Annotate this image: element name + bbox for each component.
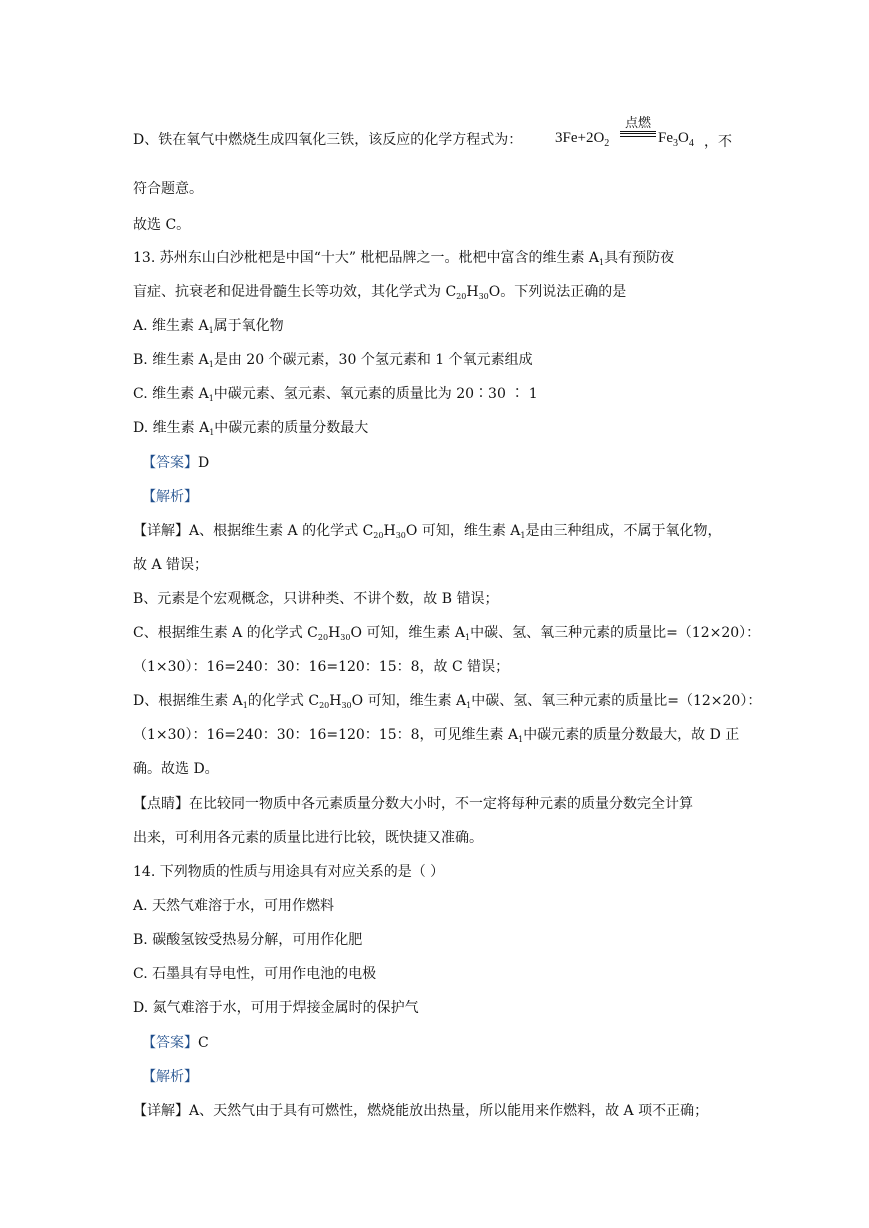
text: H [328,625,341,641]
text: O 可知，维生素 A [405,523,521,539]
text: A、根据维生素 A 的化学式 C [189,523,374,539]
subscript: 20 [373,531,384,540]
subscript: 30 [395,531,406,540]
text: O [678,130,689,146]
text: 3Fe+2O [555,130,605,146]
text-line: （1×30）：16=240：30：16=120：15：8，故 C 错误； [133,659,510,675]
tip-label: 【点睛】 [133,796,189,812]
subscript: 20 [456,292,467,301]
answer-line [142,1034,209,1052]
subscript: 1 [599,258,605,267]
text: D、根据维生素 A [133,693,243,709]
subscript: 1 [520,531,526,540]
answer-label: 【答案】 [142,1035,198,1051]
analysis-line [142,488,198,506]
question-13-line1 [133,249,674,267]
text: 是由 20 个碳元素，30 个氢元素和 1 个氧元素组成 [213,352,533,368]
text: 中碳、氢、氧三种元素的质量比=（12×20）： [470,625,761,641]
detail-line1 [133,522,721,540]
chemical-equation-left [555,130,609,147]
text-line: 故选 C。 [133,217,191,233]
chemical-equation-right [658,130,694,147]
text: B. 维生素 A [133,352,209,368]
analysis-line [142,1068,198,1086]
text: A. 维生素 A [133,318,209,334]
analysis-label: 【解析】 [142,489,198,505]
option-a [133,317,284,335]
text: D、铁在氧气中燃烧生成四氧化三铁，该反应的化学方程式为： [133,132,523,148]
text: O。下列说法正确的是 [488,284,627,300]
question-13-line2 [133,283,626,301]
subscript: 4 [688,138,694,149]
text: 盲症、抗衰老和促进骨髓生长等功效，其化学式为 C [133,284,457,300]
text-line: 符合题意。 [133,181,203,197]
text: 在比较同一物质中各元素质量分数大小时，不一定将每种元素的质量分数完全计算 [189,796,693,812]
option-d [133,419,368,437]
detail-line-c [133,624,760,642]
option-a: A. 天然气难溶于水，可用作燃料 [133,898,335,914]
detail-line-d [133,692,761,710]
text: （1×30）：16=240：30：16=120：15：8，可见维生素 A [133,727,519,743]
text: 中碳、氢、氧三种元素的质量比=（12×20）： [471,693,762,709]
subscript: 1 [209,428,215,437]
subscript: 1 [466,701,472,710]
text: C. 维生素 A [133,386,209,402]
text: 中碳元素的质量分数最大 [214,420,369,436]
detail-label: 【详解】 [133,523,189,539]
subscript: 1 [208,326,214,335]
subscript: 2 [604,138,610,149]
subscript: 30 [340,633,351,642]
subscript: 20 [319,701,330,710]
equation-condition: 点燃 [624,116,651,131]
subscript: 1 [242,701,248,710]
text: H [383,523,396,539]
text-line [133,131,522,149]
text: 的化学式 C [247,693,320,709]
text: 中碳元素的质量分数最大，故 D 正 [523,727,740,743]
detail-line [133,1102,708,1120]
answer-value: D [198,455,210,471]
analysis-label: 【解析】 [142,1069,198,1085]
answer-value: C [198,1035,209,1051]
text-line: B、元素是个宏观概念，只讲种类、不讲个数，故 B 错误； [133,591,499,607]
equation-double-line-icon [620,131,656,137]
subscript: 30 [341,701,352,710]
text: O 可知，维生素 A [350,625,465,641]
text: Fe [658,130,673,146]
text: 中碳元素、氢元素、氧元素的质量比为 20∶30 ∶ 1 [213,386,538,402]
text: H [466,284,479,300]
text-line: 出来，可利用各元素的质量比进行比较，既快捷又准确。 [133,830,483,846]
option-d: D. 氮气难溶于水，可用于焊接金属时的保护气 [133,1000,419,1016]
detail-label: 【详解】 [133,1103,189,1119]
text: 具有预防夜 [604,250,675,266]
text: 13. 苏州东山白沙枇杷是中国“十大” 枇杷品牌之一。枇杷中富含的维生素 A [133,250,600,266]
text: O 可知，维生素 A [351,693,467,709]
text: C、根据维生素 A 的化学式 C [133,625,318,641]
answer-line [142,454,209,472]
option-b: B. 碳酸氢铵受热易分解，可用作化肥 [133,932,363,948]
subscript: 20 [317,633,329,642]
subscript: 1 [464,633,471,642]
answer-label: 【答案】 [142,455,198,471]
subscript: 1 [208,394,214,403]
text: 是由三种组成，不属于氧化物， [525,523,722,539]
text: H [329,693,342,709]
subscript: 30 [478,292,489,301]
option-c [133,385,538,403]
detail-line-d2 [133,726,739,744]
subscript: 1 [518,735,524,744]
text: D. 维生素 A [133,420,210,436]
question-14: 14. 下列物质的性质与用途具有对应关系的是（ ） [133,864,445,880]
option-b [133,351,533,369]
subscript: 3 [673,138,678,149]
text: 属于氧化物 [213,318,284,334]
text: A、天然气由于具有可燃性，燃烧能放出热量，所以能用来作燃料，故 A 项不正确； [189,1103,709,1119]
option-c: C. 石墨具有导电性，可用作电池的电极 [133,966,377,982]
tip-line1 [133,795,693,813]
text-line: 故 A 错误； [133,557,209,573]
text-line: 确。故选 D。 [133,761,219,777]
text-line: ，不 [704,134,732,150]
subscript: 1 [208,360,214,369]
